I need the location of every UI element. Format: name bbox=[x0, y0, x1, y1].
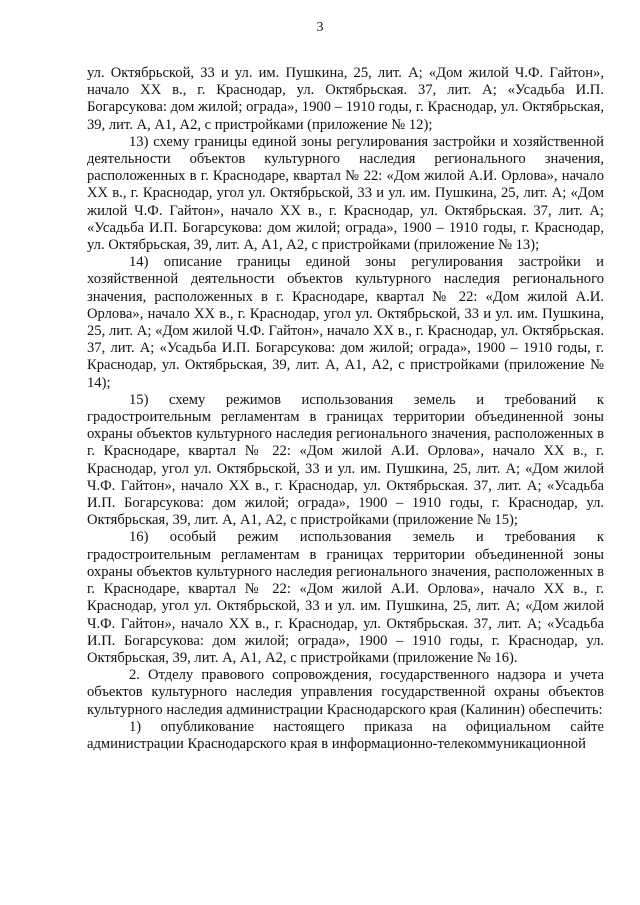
paragraph-item-14: 14) описание границы единой зоны регулирования застройки и хозяйственной деятельности объектов культурного наследия регионального значения, расположенных в г. Краснодаре, квартал № 22: «Дом жилой А.И. Орлова», начало XX в., г. Краснодар, угол ул. Октябрьской, 33 и ул. им. Пушкина, 25, лит. А; «Дом жилой Ч.Ф. Гайтон», начало XX в., г. Краснодар, ул. Октябрьская. 37, лит. А; «Усадьба И.П. Богарсукова: дом жилой; ограда», 1900 – 1910 годы, г. Краснодар, ул. Октябрьская, 39, лит. А, А1, А2, с пристройками (приложение № 14); bbox=[87, 254, 604, 391]
document-body bbox=[87, 65, 604, 753]
page-number: 3 bbox=[316, 20, 324, 35]
paragraph-item-16: 16) особый режим использования земель и требования к градостроительным регламентам в границах территории объединенной зоны охраны объектов культурного наследия регионального значения, расположенных в г. Краснодаре, квартал № 22: «Дом жилой А.И. Орлова», начало XX в., г. Краснодар, угол ул. Октябрьской, 33 и ул. им. Пушкина, 25, лит. А; «Дом жилой Ч.Ф. Гайтон», начало XX в., г. Краснодар, ул. Октябрьская. 37, лит. А; «Усадьба И.П. Богарсукова: дом жилой; ограда», 1900 – 1910 годы, г. Краснодар, ул. Октябрьская, 39, лит. А, А1, А2, с пристройками (приложение № 16). bbox=[87, 529, 604, 666]
paragraph-12-continuation: ул. Октябрьской, 33 и ул. им. Пушкина, 25, лит. А; «Дом жилой Ч.Ф. Гайтон», начало XX в., г. Краснодар, ул. Октябрьская. 37, лит. А; «Усадьба И.П. Богарсукова: дом жилой; ограда», 1900 – 1910 годы, г. Краснодар, ул. Октябрьская, 39, лит. А, А1, А2, с пристройками (приложение № 12); bbox=[87, 65, 604, 133]
paragraph-item-15: 15) схему режимов использования земель и требований к градостроительным регламентам в границах территории объединенной зоны охраны объектов культурного наследия регионального значения, расположенных в г. Краснодаре, квартал № 22: «Дом жилой А.И. Орлова», начало XX в., г. Краснодар, угол ул. Октябрьской, 33 и ул. им. Пушкина, 25, лит. А; «Дом жилой Ч.Ф. Гайтон», начало XX в., г. Краснодар, ул. Октябрьская. 37, лит. А; «Усадьба И.П. Богарсукова: дом жилой; ограда», 1900 – 1910 годы, г. Краснодар, ул. Октябрьская, 39, лит. А, А1, А2, с пристройками (приложение № 15); bbox=[87, 391, 604, 529]
paragraph-item-13: 13) схему границы единой зоны регулирования застройки и хозяйственной деятельности объектов культурного наследия регионального значения, расположенных в г. Краснодаре, квартал № 22: «Дом жилой А.И. Орлова», начало XX в., г. Краснодар, угол ул. Октябрьской, 33 и ул. им. Пушкина, 25, лит. А; «Дом жилой Ч.Ф. Гайтон», начало XX в., г. Краснодар, ул. Октябрьская. 37, лит. А; «Усадьба И.П. Богарсукова: дом жилой; ограда», 1900 – 1910 годы, г. Краснодар, ул. Октябрьская, 39, лит. А, А1, А2, с пристройками (приложение № 13); bbox=[87, 133, 604, 254]
paragraph-subitem-1: 1) опубликование настоящего приказа на официальном сайте администрации Краснодарского края в информационно-телекоммуникационной bbox=[87, 718, 604, 752]
paragraph-section-2: 2. Отделу правового сопровождения, государственного надзора и учета объектов культурного наследия управления государственной охраны объектов культурного наследия администрации Краснодарского края (Калинин) обеспечить: bbox=[87, 667, 604, 718]
